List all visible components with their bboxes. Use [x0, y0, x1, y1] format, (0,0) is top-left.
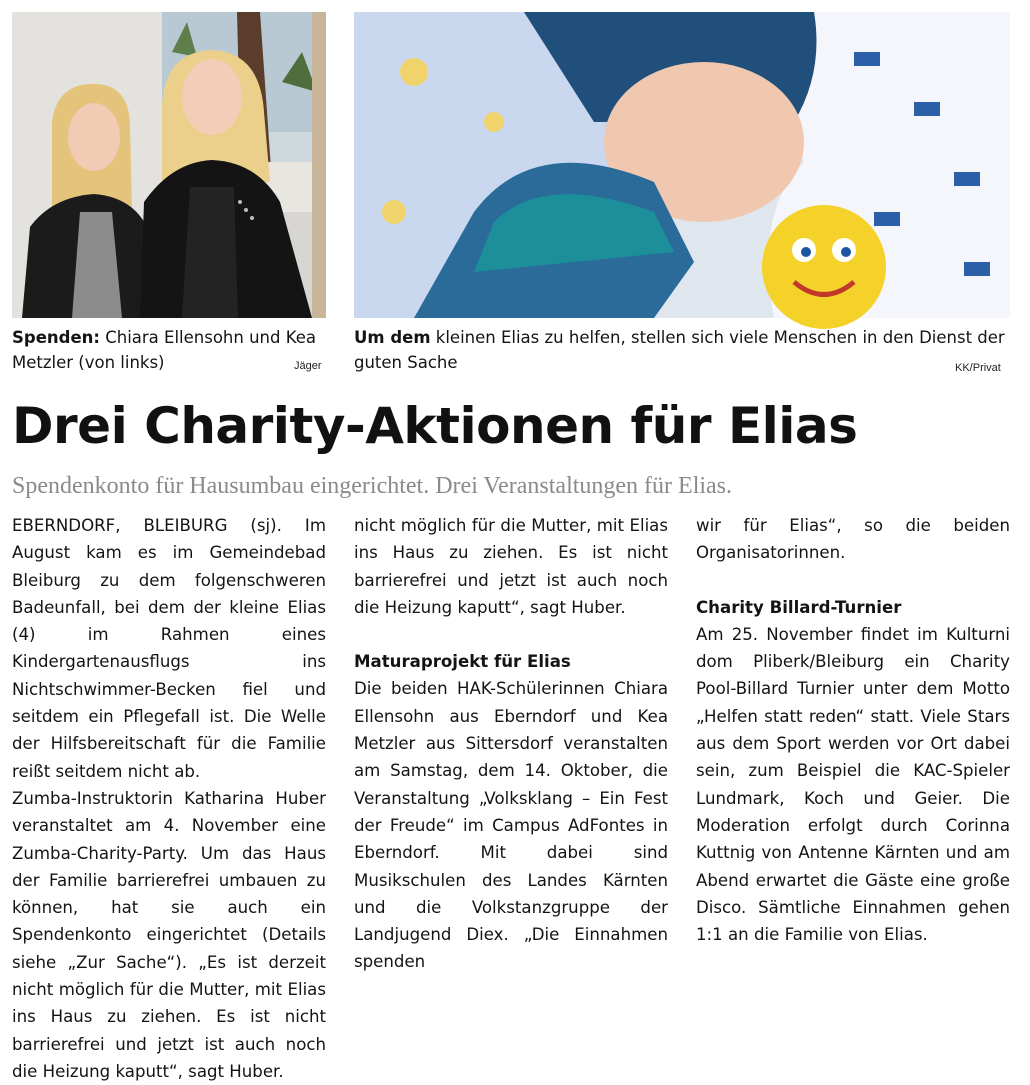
- photo-elias-illustration: [354, 12, 1010, 318]
- caption-right-text: kleinen Elias zu helfen, stellen sich viele Menschen in den Dienst der guten Sache: [354, 328, 1005, 372]
- paragraph-maturaprojekt-continued: wir für Elias“, so die beiden Organisatorinnen.: [696, 516, 1010, 563]
- article-column-1: [12, 512, 326, 1081]
- spacer: [354, 621, 668, 648]
- section-heading-billard: Charity Billard-Turnier: [696, 597, 902, 617]
- caption-left-lead: Spenden:: [12, 328, 100, 347]
- caption-left-text: Chiara Ellensohn und Kea Metzler (von links): [12, 328, 316, 372]
- photo-organizers-illustration: [12, 12, 326, 318]
- article-column-2: [354, 512, 668, 1003]
- photo-organizers: [12, 12, 326, 318]
- section-heading-maturaprojekt: Maturaprojekt für Elias: [354, 652, 571, 672]
- spacer: [696, 567, 1010, 594]
- article-column-3: [696, 512, 1010, 948]
- photo-elias: [354, 12, 1010, 318]
- photo-credit-left: Jäger: [294, 360, 322, 372]
- caption-left: [12, 325, 330, 375]
- paragraph-zumba: Zumba-Instruktorin Katharina Huber veranstaltet am 4. November eine Zumba-Charity-Party. Um das Haus der Familie barrierefrei umbauen zu können, hat sie auch ein Spendenkonto eingerichtet (Details siehe „Zur Sache“). „Es ist derzeit nicht möglich für die Mutter, mit Elias ins Haus zu ziehen. Es ist nicht barrierefrei und jetzt ist auch noch die Heizung kaputt“, sagt Huber.: [12, 788, 326, 1081]
- photo-credit-right: KK/Privat: [955, 362, 1001, 374]
- paragraph-billard: Am 25. November findet im Kulturni dom Pliberk/Bleiburg ein Charity Pool-Billard Turnier unter dem Motto „Helfen statt reden“ statt. Viele Stars aus dem Sport werden vor Ort dabei sein, zum Beispiel die KAC-Spieler Lundmark, Koch und Geier. Die Moderation erfolgt durch Corinna Kuttnig von Antenne Kärnten und am Abend erwartet die Gäste eine große Disco. Sämtliche Einnahmen gehen 1:1 an die Familie von Elias.: [696, 624, 1010, 945]
- caption-right: [354, 325, 1014, 375]
- subheadline: Spendenkonto für Hausumbau eingerichtet. Drei Veranstaltungen für Elias.: [12, 473, 733, 499]
- paragraph-maturaprojekt: Die beiden HAK-Schülerinnen Chiara Ellensohn aus Eberndorf und Kea Metzler aus Sittersdorf veranstalten am Samstag, dem 14. Oktober, die Veranstaltung „Volksklang – Ein Fest der Freude“ im Campus AdFontes in Eberndorf. Mit dabei sind Musikschulen des Landes Kärnten und die Volkstanzgruppe der Landjugend Diex. „Die Einnahmen spenden: [354, 679, 668, 972]
- paragraph-zumba-continued: nicht möglich für die Mutter, mit Elias ins Haus zu ziehen. Es ist nicht barrierefrei und jetzt ist auch noch die Heizung kaputt“, sagt Huber.: [354, 516, 668, 617]
- headline: Drei Charity-Aktionen für Elias: [12, 397, 858, 455]
- caption-right-lead: Um dem: [354, 328, 431, 347]
- paragraph-intro: EBERNDORF, BLEIBURG (sj). Im August kam es im Gemeindebad Bleiburg zu dem folgenschweren Badeunfall, bei dem der kleine Elias (4) im Rahmen eines Kindergartenausflugs ins Nichtschwimmer-Becken fiel und seitdem ein Pflegefall ist. Die Welle der Hilfsbereitschaft für die Familie reißt seitdem nicht ab.: [12, 516, 326, 781]
